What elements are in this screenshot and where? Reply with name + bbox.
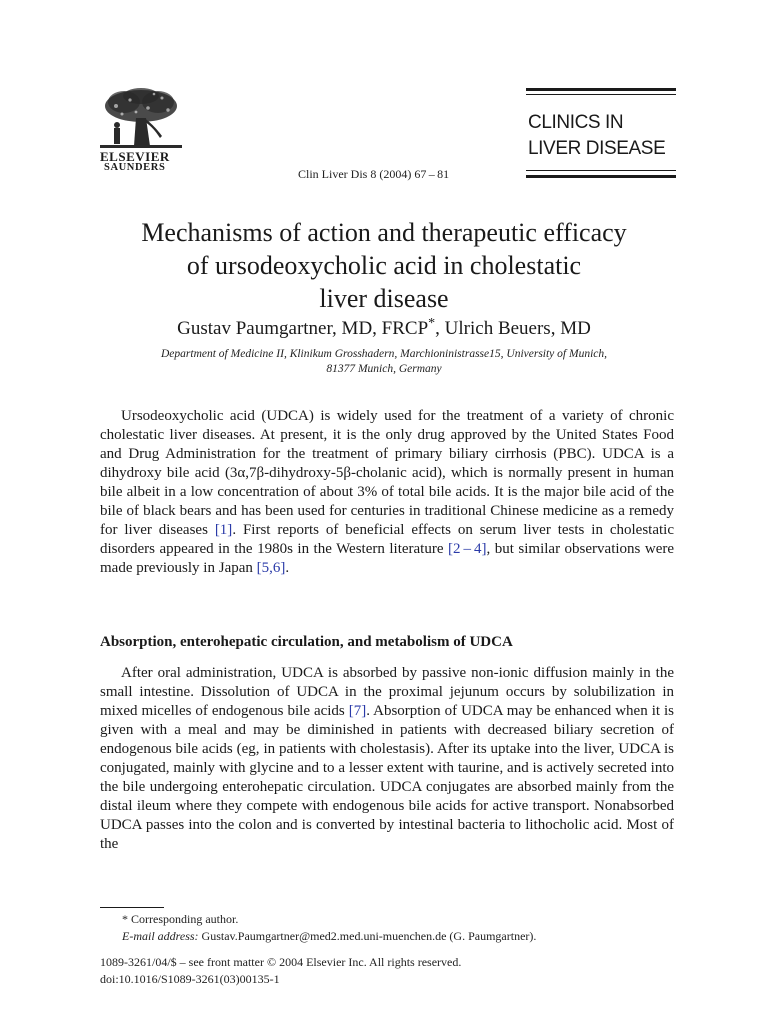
- doi-line[interactable]: doi:10.1016/S1089-3261(03)00135-1: [100, 972, 280, 986]
- paragraph-text: .: [285, 560, 290, 576]
- affiliation-line: 81377 Munich, Germany: [326, 363, 442, 375]
- title-line: of ursodeoxycholic acid in cholestatic: [186, 251, 582, 280]
- title-line: Mechanisms of action and therapeutic efficacy: [141, 218, 627, 247]
- journal-title-line1: CLINICS IN: [528, 112, 624, 133]
- author-affiliation: [100, 347, 668, 377]
- author-name: Ulrich Beuers, MD: [444, 318, 591, 339]
- corresponding-author-note: * Corresponding author.: [122, 912, 239, 926]
- author-separator: ,: [435, 318, 445, 339]
- paragraph-text: . First reports of beneficial effects on serum liver tests in cholestatic disorders appeared in the 1980s in the Western literature: [100, 522, 674, 557]
- copyright-line: 1089-3261/04/$ – see front matter © 2004 Elsevier Inc. All rights reserved.: [100, 955, 462, 969]
- author-name: Gustav Paumgartner, MD, FRCP: [177, 318, 429, 339]
- paragraph-text: After oral administration, UDCA is absorbed by passive non-ionic diffusion mainly in the small intestine. Dissolution of UDCA in the proximal jejunum occurs by solubilization in mixed micelles of endogenous bile acids: [100, 665, 674, 719]
- email-address[interactable]: Gustav.Paumgartner@med2.med.uni-muenchen.de (G. Paumgartner).: [198, 929, 537, 943]
- tree-icon: [96, 88, 186, 150]
- masthead-rule: [526, 88, 676, 91]
- article-title: [84, 216, 684, 315]
- masthead-rule: [526, 94, 676, 95]
- publisher-name: ELSEVIER: [100, 149, 170, 164]
- corresponding-author-mark: *: [428, 316, 436, 331]
- reference-link[interactable]: [2 – 4]: [448, 541, 487, 557]
- journal-citation: Clin Liver Dis 8 (2004) 67 – 81: [298, 167, 450, 181]
- masthead-rule: [526, 175, 676, 178]
- title-line: liver disease: [319, 284, 449, 313]
- journal-masthead: [526, 88, 676, 182]
- footnote-rule: [100, 907, 164, 908]
- section-heading: Absorption, enterohepatic circulation, and metabolism of UDCA: [100, 634, 513, 650]
- paragraph-text: . Absorption of UDCA may be enhanced when it is given with a meal and may be diminished in patients with decreased biliary secretion of endogenous bile acids (eg, in patients with cholestasis). After its uptake into the liver, UDCA is conjugated, mainly with glycine and to a lesser extent with taurine, and is actively secreted into the bile undergoing enterohepatic circulation. UDCA conjugates are absorbed mainly from the distal ileum where they compete with endogenous bile acids for active transport. Nonabsorbed UDCA passes into the colon and is converted by intestinal bacteria to lithocholic acid. Most of the: [100, 703, 674, 852]
- masthead-rule: [526, 170, 676, 171]
- section-paragraph: [100, 664, 674, 854]
- reference-link[interactable]: [5,6]: [256, 560, 286, 576]
- reference-link[interactable]: [1]: [214, 522, 233, 538]
- intro-paragraph: [100, 407, 674, 578]
- publisher-imprint: SAUNDERS: [104, 162, 166, 173]
- journal-title-line2: LIVER DISEASE: [528, 138, 666, 159]
- paragraph-text: Ursodeoxycholic acid (UDCA) is widely used for the treatment of a variety of chronic cholestatic liver diseases. At present, it is the only drug approved by the United States Food and Drug Administration for the treatment of primary biliary cirrhosis (PBC). UDCA is a dihydroxy bile acid (3α,7β-dihydroxy-5β-cholanic acid), which is normally present in human bile albeit in a low concentration of about 3% of total bile acids. It is the major bile acid of the bile of black bears and has been used for centuries in traditional Chinese medicine as a remedy for liver diseases: [100, 408, 674, 538]
- paragraph-text: , but similar observations were made previously in Japan: [100, 541, 675, 576]
- email-label: E-mail address:: [122, 929, 199, 943]
- affiliation-line: Department of Medicine II, Klinikum Grosshadern, Marchioninistrasse15, University of Munich,: [161, 348, 607, 360]
- email-note: [122, 929, 536, 944]
- author-list: [84, 318, 684, 340]
- reference-link[interactable]: [7]: [348, 703, 367, 719]
